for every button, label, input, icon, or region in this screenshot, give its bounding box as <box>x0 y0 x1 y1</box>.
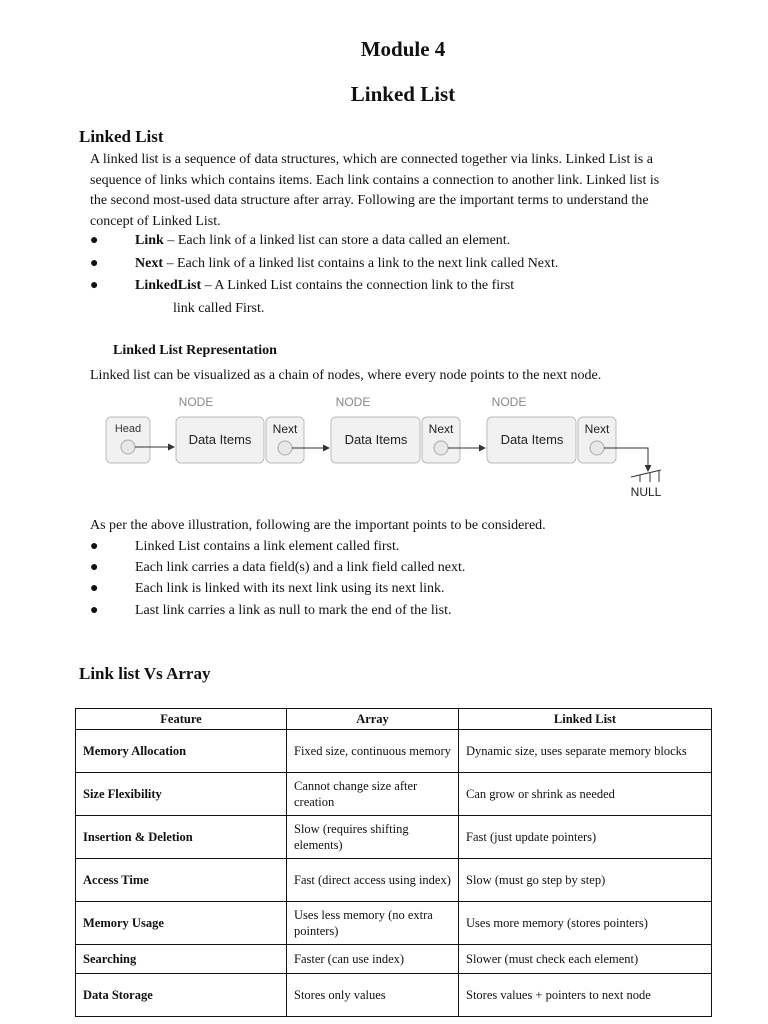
head-label: Head <box>114 423 142 435</box>
point-text: Linked List contains a link element called first. <box>135 539 400 554</box>
linked-list-cell: Slower (must check each element) <box>459 945 712 974</box>
section-heading-representation: Linked List Representation <box>113 343 277 358</box>
bullet-icon: ● <box>90 581 99 596</box>
term-item <box>0 233 768 253</box>
feature-cell: Memory Usage <box>76 902 287 945</box>
module-title: Module 4 <box>360 37 446 61</box>
next-pointer <box>590 441 604 455</box>
table-row <box>76 902 712 945</box>
point-item <box>0 603 768 623</box>
intro-line: the second most-used data structure after array. Following are the important terms to understand the <box>90 193 649 208</box>
feature-cell: Data Storage <box>76 974 287 1017</box>
point-item <box>0 560 768 580</box>
linked-list-cell: Slow (must go step by step) <box>459 859 712 902</box>
bullet-icon: ● <box>90 560 99 575</box>
table-row <box>76 974 712 1017</box>
table-row <box>76 859 712 902</box>
bullet-icon: ● <box>90 278 99 293</box>
null-label: NULL <box>630 485 662 499</box>
next-label: Next <box>272 422 298 436</box>
term-name: Link <box>135 233 164 248</box>
feature-cell: Insertion & Deletion <box>76 816 287 859</box>
comparison-table <box>75 708 712 1017</box>
table-row <box>76 730 712 773</box>
next-pointer <box>434 441 448 455</box>
feature-cell: Size Flexibility <box>76 773 287 816</box>
ground-icon <box>631 470 661 482</box>
node-label: NODE <box>335 395 371 409</box>
intro-line: A linked list is a sequence of data structures, which are connected together via links. Linked List is a <box>90 152 653 167</box>
linked-list-cell: Dynamic size, uses separate memory blocks <box>459 730 712 773</box>
point-item <box>0 539 768 559</box>
bullet-icon: ● <box>90 256 99 271</box>
array-cell: Stores only values <box>287 974 459 1017</box>
point-text: Each link is linked with its next link using its next link. <box>135 581 445 596</box>
term-desc: – A Linked List contains the connection link to the first <box>201 278 515 293</box>
table-row <box>76 773 712 816</box>
page-title: Linked List <box>350 82 456 106</box>
term-desc: – Each link of a linked list contains a link to the next link called Next. <box>163 256 559 271</box>
bullet-icon: ● <box>90 539 99 554</box>
term-desc: – Each link of a linked list can store a data called an element. <box>163 233 511 248</box>
term-name: Next <box>135 256 163 271</box>
data-items-label: Data Items <box>500 432 564 447</box>
array-cell: Faster (can use index) <box>287 945 459 974</box>
intro-line: concept of Linked List. <box>90 213 221 229</box>
array-cell: Uses less memory (no extra pointers) <box>287 902 459 945</box>
intro-line: sequence of links which contains items. Each link contains a connection to another link. Linked list is <box>90 172 660 188</box>
bullet-icon: ● <box>90 233 99 248</box>
data-items-label: Data Items <box>344 432 408 447</box>
node-label: NODE <box>178 395 214 409</box>
term-item <box>0 278 768 298</box>
column-header: Feature <box>76 709 287 730</box>
feature-cell: Searching <box>76 945 287 974</box>
bullet-icon: ● <box>90 603 99 618</box>
data-items-label: Data Items <box>188 432 252 447</box>
section-heading-comparison: Link list Vs Array <box>79 664 211 683</box>
next-label: Next <box>584 422 610 436</box>
linked-list-cell: Stores values + pointers to next node <box>459 974 712 1017</box>
array-cell: Fixed size, continuous memory <box>287 730 459 773</box>
node-label: NODE <box>491 395 527 409</box>
representation-text: Linked list can be visualized as a chain of nodes, where every node points to the next node. <box>90 368 602 383</box>
table-row <box>76 945 712 974</box>
linked-list-diagram <box>100 392 670 504</box>
intro-paragraph <box>90 150 720 232</box>
table-row <box>76 816 712 859</box>
term-continuation: link called First. <box>173 301 265 316</box>
feature-cell: Memory Allocation <box>76 730 287 773</box>
term-name: LinkedList <box>135 278 202 293</box>
section-heading-linked-list: Linked List <box>79 127 164 146</box>
point-text: Each link carries a data field(s) and a link field called next. <box>135 560 466 575</box>
linked-list-cell: Uses more memory (stores pointers) <box>459 902 712 945</box>
array-cell: Fast (direct access using index) <box>287 859 459 902</box>
linked-list-cell: Fast (just update pointers) <box>459 816 712 859</box>
next-label: Next <box>428 422 454 436</box>
feature-cell: Access Time <box>76 859 287 902</box>
points-intro: As per the above illustration, following are the important points to be considered. <box>90 518 546 533</box>
table-header-row <box>76 709 712 730</box>
term-item <box>0 256 768 276</box>
head-pointer <box>121 440 135 454</box>
next-pointer <box>278 441 292 455</box>
array-cell: Cannot change size after creation <box>287 773 459 816</box>
point-item <box>0 581 768 601</box>
linked-list-cell: Can grow or shrink as needed <box>459 773 712 816</box>
point-text: Last link carries a link as null to mark the end of the list. <box>135 603 452 618</box>
column-header: Linked List <box>459 709 712 730</box>
array-cell: Slow (requires shifting elements) <box>287 816 459 859</box>
column-header: Array <box>287 709 459 730</box>
